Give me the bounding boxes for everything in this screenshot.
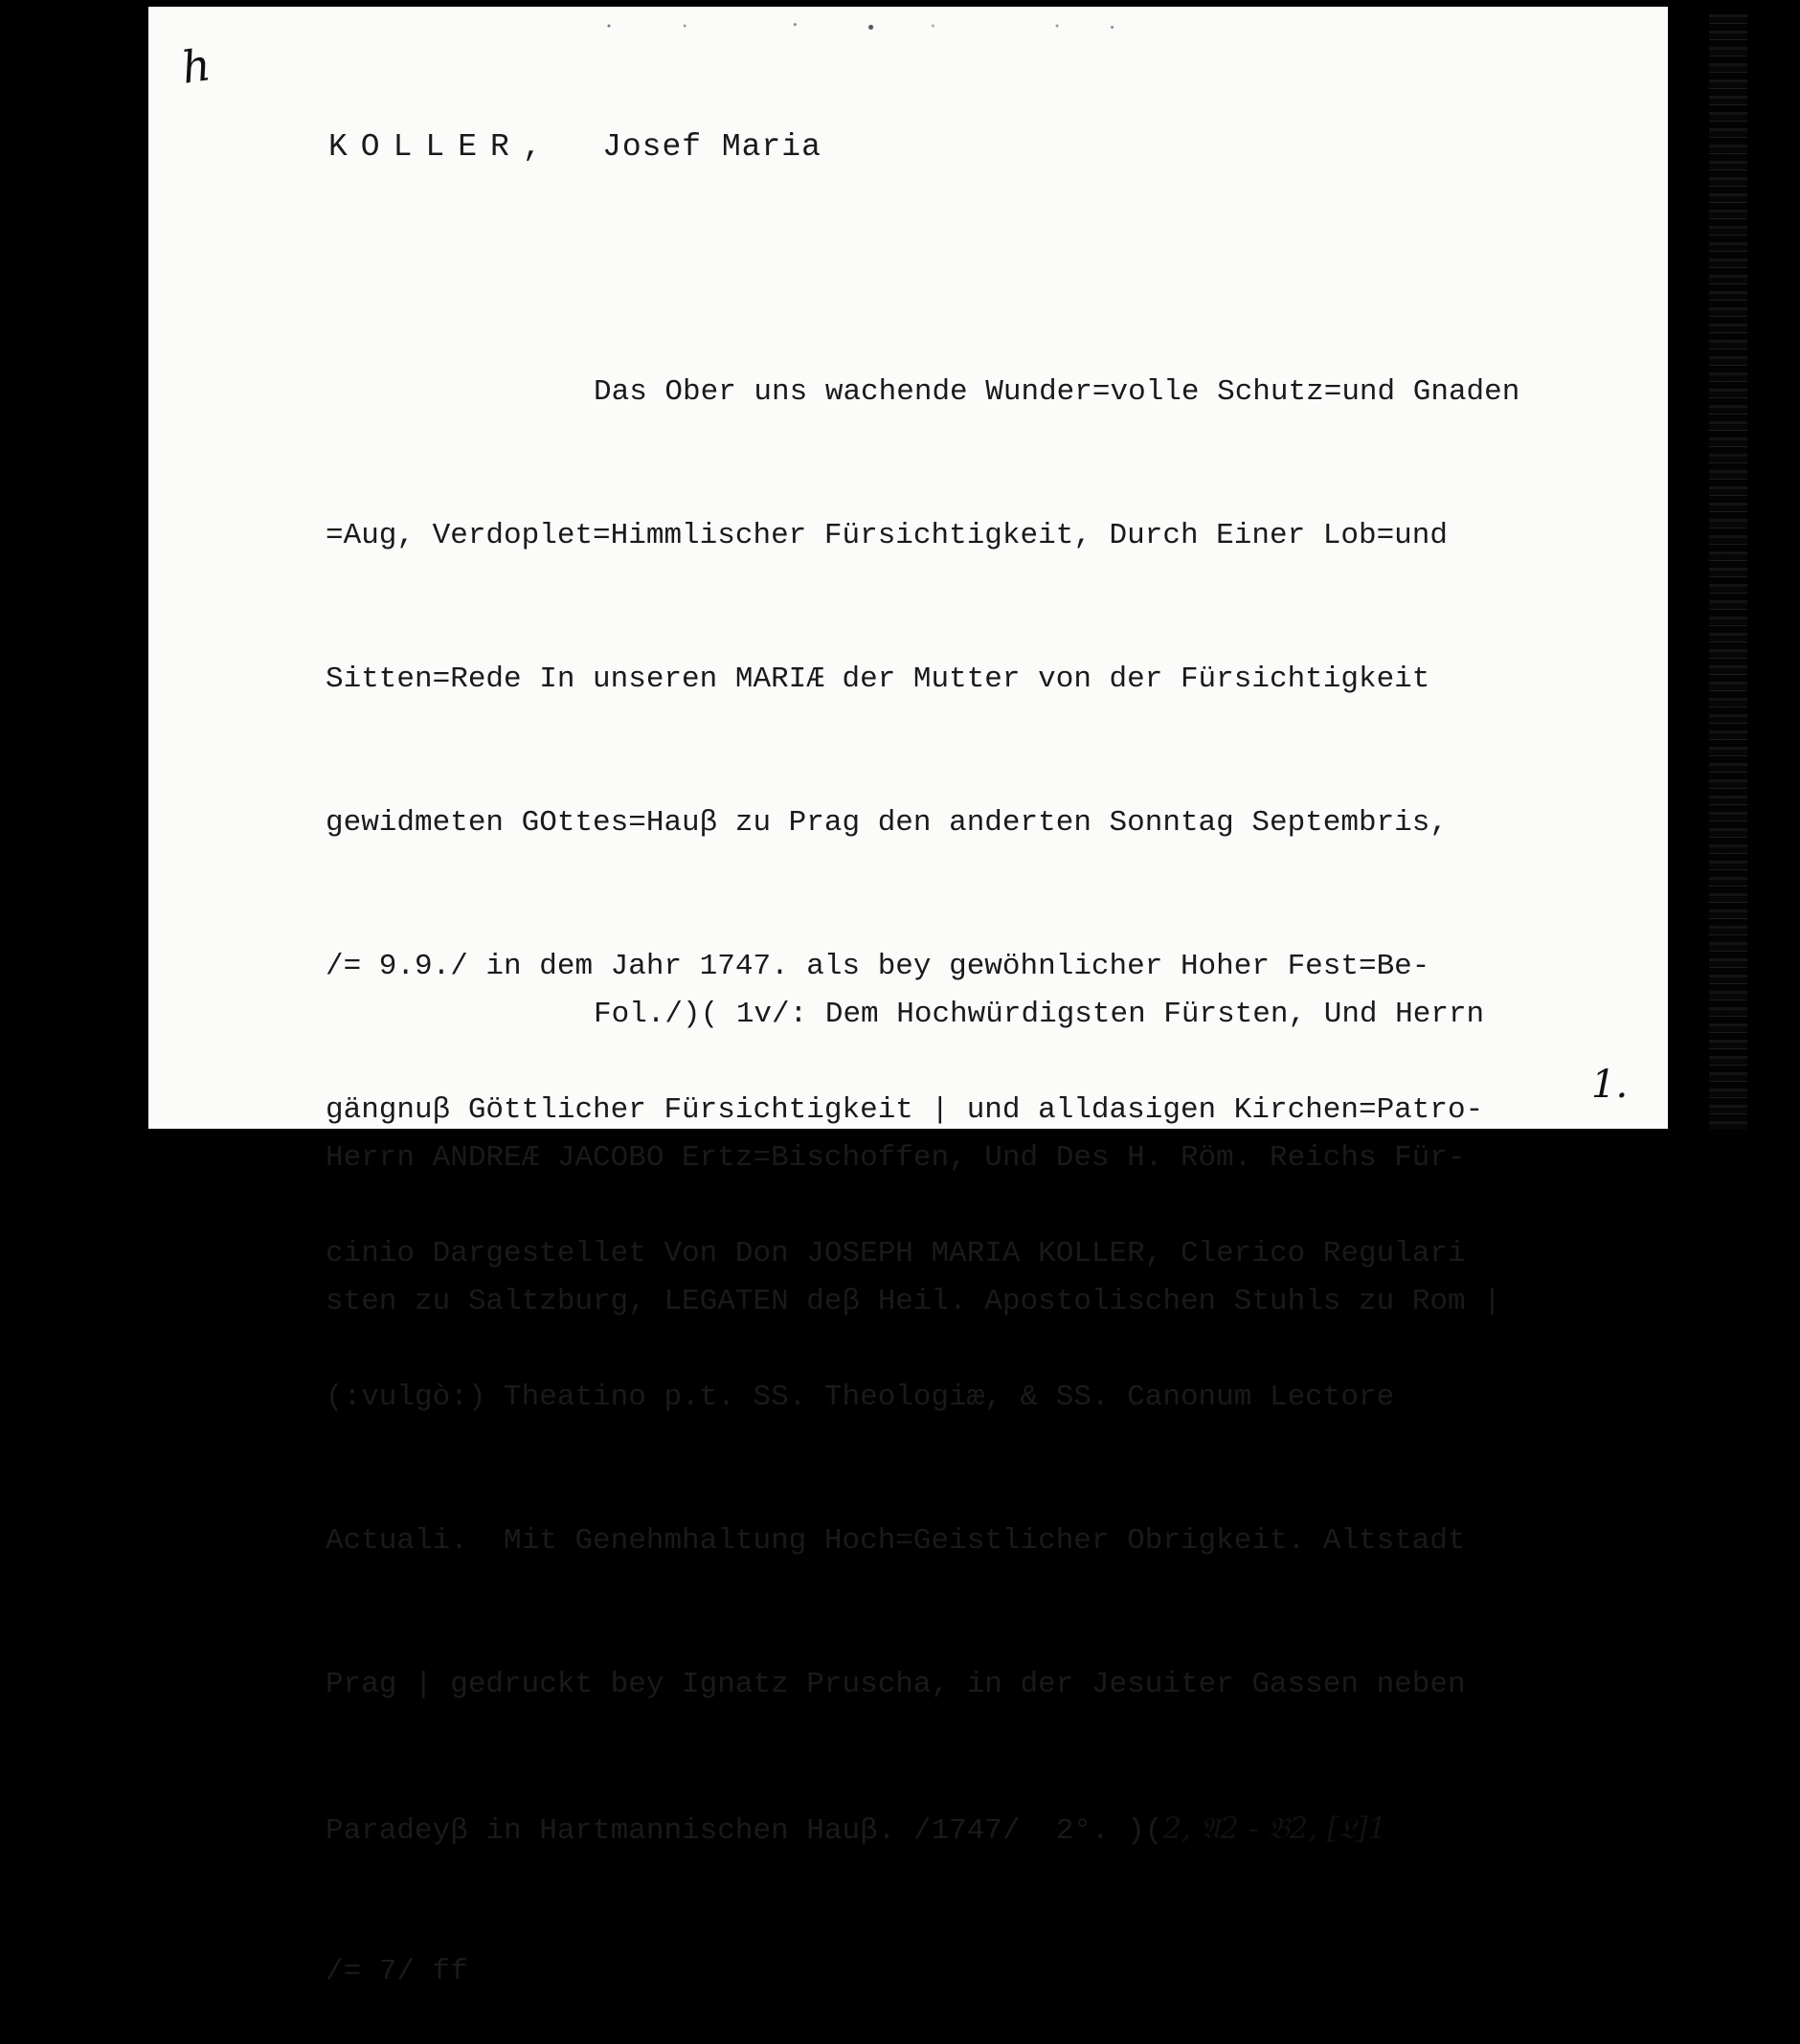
heading-given-names: Josef Maria (602, 129, 821, 165)
scan-edge-noise (1709, 14, 1747, 1130)
dedication-line: Herrn ANDREÆ JACOBO Ertz=Bischoffen, Und Des H. Röm. Reichs Für- (326, 1141, 1466, 1175)
heading-separator: , (522, 129, 543, 165)
entry-line: Das Ober uns wachende Wunder=volle Schutz=und Gnaden (594, 375, 1520, 409)
entry-line: gängnuβ Göttlicher Fürsichtigkeit | und alldasigen Kirchen=Patro- (326, 1093, 1484, 1127)
corner-handwritten-mark: h (178, 38, 214, 94)
dedication-line: Fol./)( 1v/: Dem Hochwürdigsten Fürsten, Und Herrn (594, 998, 1485, 1031)
imprint-text: Paradeyβ in Hartmannischen Hauβ. /1747/ 2°. )( (326, 1814, 1163, 1848)
entry-line: /= 9.9./ in dem Jahr 1747. als bey gewöhnlicher Hoher Fest=Be- (326, 950, 1430, 983)
heading-surname: KOLLER (328, 129, 523, 165)
entry-line: (:vulgò:) Theatino p.t. SS. Theologiæ, & SS. Canonum Lectore (326, 1381, 1395, 1414)
scan-specks (574, 19, 1264, 33)
extent-line: /= 7/ ff (326, 1955, 468, 1988)
page-number: 1. (1591, 1063, 1629, 1107)
entry-line: =Aug, Verdoplet=Himmlischer Fürsichtigkeit, Durch Einer Lob=und (326, 519, 1448, 552)
dedication-line: sten zu Saltzburg, LEGATEN deβ Heil. Apostolischen Stuhls zu Rom | (326, 1285, 1501, 1318)
entry-line: Sitten=Rede In unseren MARIÆ der Mutter von der Fürsichtigkeit (326, 663, 1430, 696)
entry-line: cinio Dargestellet Von Don JOSEPH MARIA KOLLER, Clerico Regulari (326, 1237, 1466, 1270)
dedication-text (326, 895, 1501, 1374)
entry-line: Prag | gedruckt bey Ignatz Pruscha, in der Jesuiter Gassen neben (326, 1668, 1466, 1701)
entry-line: Actuali. Mit Genehmhaltung Hoch=Geistlicher Obrigkeit. Altstadt (326, 1524, 1466, 1558)
entry-line: gewidmeten GOttes=Hauβ zu Prag den anderten Sonntag Septembris, (326, 806, 1448, 840)
imprint-line (326, 1805, 1519, 1853)
card-heading (328, 129, 821, 165)
handwritten-sigla: 2, 𝔄2 - 𝔅2, [𝔏]1 (1162, 1811, 1387, 1846)
